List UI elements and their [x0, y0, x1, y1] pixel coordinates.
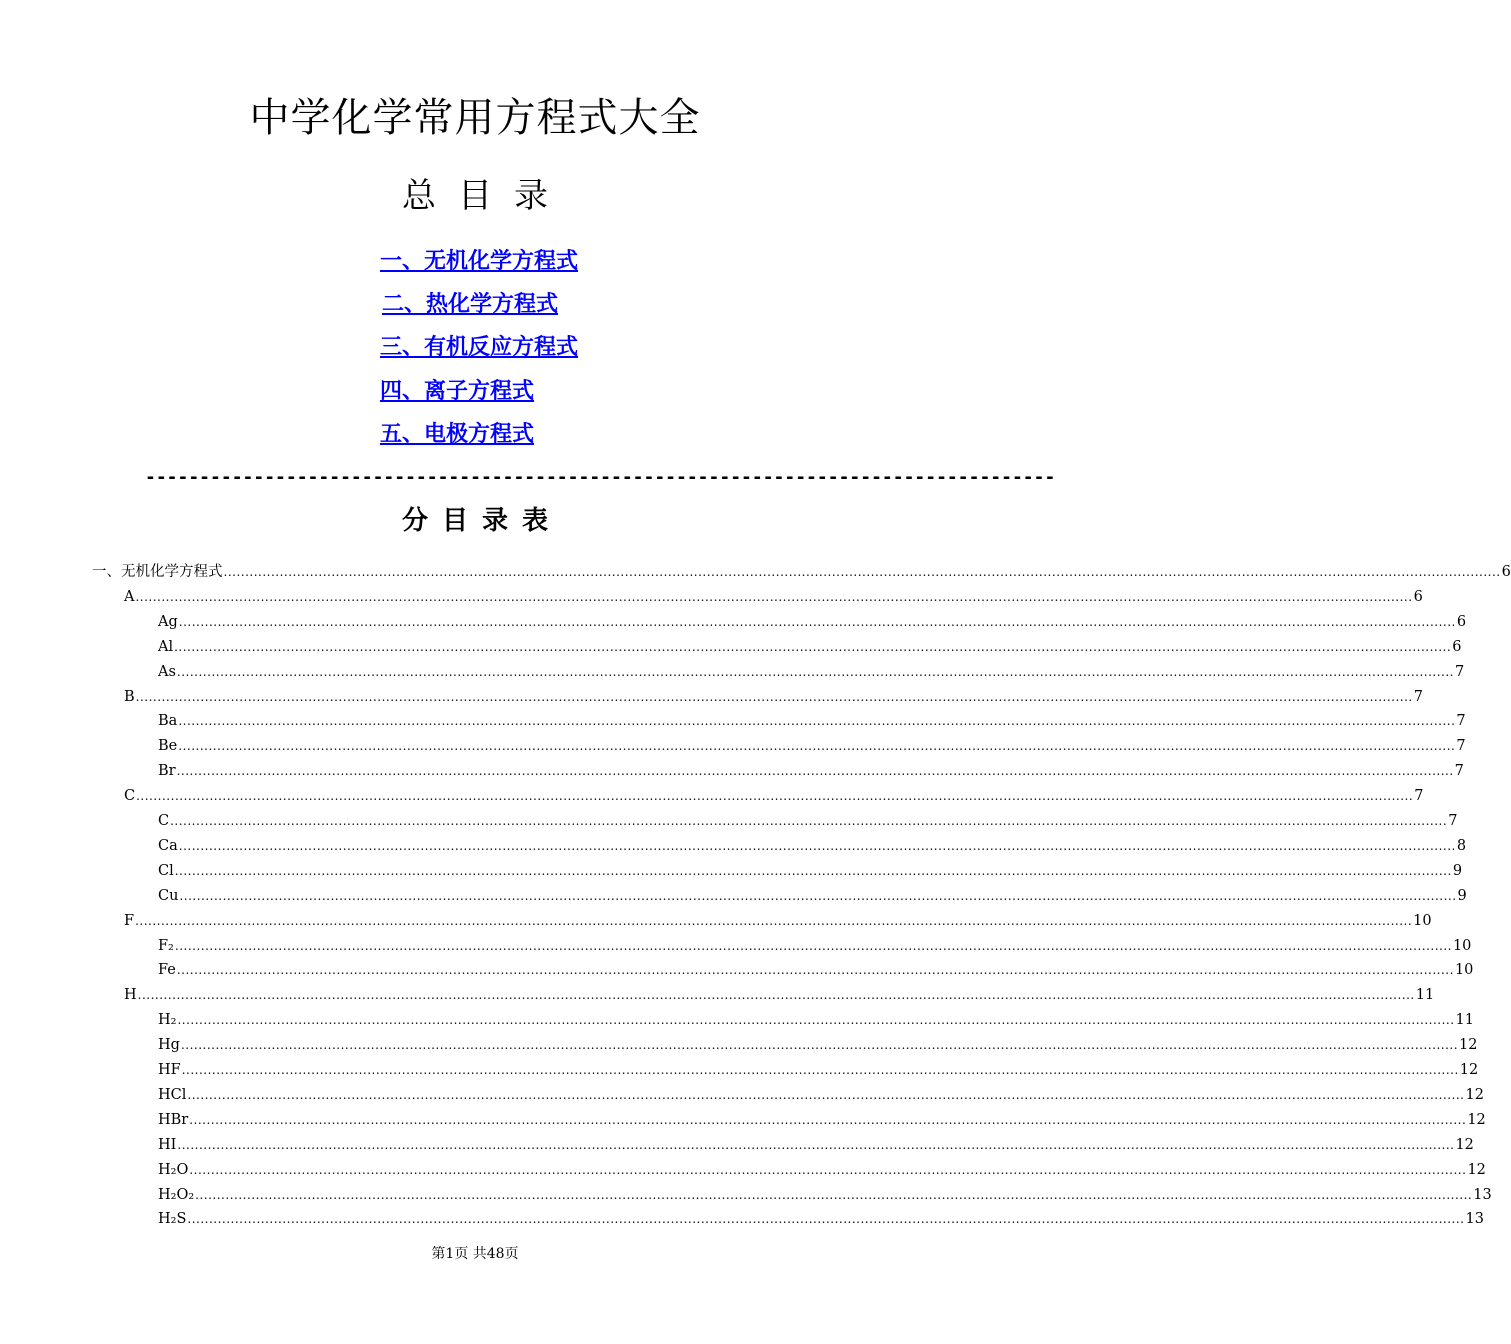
- toc-row[interactable]: [158, 1058, 1479, 1080]
- toc-row-label: H₂: [158, 1012, 177, 1028]
- toc-link-organic[interactable]: 三、有机反应方程式: [380, 334, 579, 360]
- toc-row[interactable]: [124, 585, 1423, 607]
- toc-row-page: 7: [1414, 788, 1424, 804]
- toc-row-leader: [178, 736, 1455, 756]
- toc-row-label: C: [158, 813, 170, 829]
- toc-row-page: 12: [1455, 1137, 1474, 1153]
- toc-row-page: 6: [1456, 614, 1467, 630]
- toc-row-leader: [170, 811, 1447, 831]
- toc-row-leader: [189, 1160, 1466, 1180]
- toc-row-label: Br: [158, 763, 176, 779]
- toc-row-label: Ag: [158, 614, 178, 630]
- toc-row-leader: [177, 761, 1454, 781]
- toc-row-label: Cl: [158, 863, 174, 879]
- toc-row-leader: [177, 1135, 1454, 1155]
- toc-row-label: HI: [158, 1137, 177, 1153]
- toc-row-label: F₂: [158, 938, 174, 954]
- toc-row-page: 6: [1413, 589, 1423, 605]
- toc-link-inorganic[interactable]: 一、无机化学方程式: [380, 248, 579, 274]
- toc-row-leader: [178, 711, 1455, 731]
- toc-row[interactable]: [124, 685, 1423, 707]
- toc-link-electrode[interactable]: 五、电极方程式: [380, 421, 535, 447]
- toc-row-page: 13: [1465, 1211, 1484, 1227]
- toc-row-leader: [174, 637, 1451, 657]
- toc-row[interactable]: [158, 934, 1472, 956]
- toc-row-label: Cu: [158, 888, 179, 904]
- toc-row-label: Fe: [158, 962, 176, 978]
- toc-row-label: Ba: [158, 713, 178, 729]
- toc-row[interactable]: [158, 759, 1464, 781]
- toc-row-leader: [175, 936, 1452, 956]
- toc-row-leader: [179, 886, 1456, 906]
- toc-row-page: 7: [1448, 813, 1458, 829]
- toc-row-page: 7: [1456, 738, 1466, 754]
- toc-row-leader: [136, 687, 1413, 707]
- toc-row-page: 7: [1456, 713, 1466, 729]
- toc-row-page: 11: [1415, 987, 1435, 1003]
- toc-row-label: HF: [158, 1062, 181, 1078]
- toc-row-label: HBr: [158, 1112, 189, 1128]
- sub-toc-heading: 分目录表: [401, 506, 562, 536]
- toc-row-label: 一、无机化学方程式: [92, 564, 223, 580]
- toc-row[interactable]: [124, 784, 1424, 806]
- toc-row-leader: [187, 1085, 1464, 1105]
- toc-row[interactable]: [158, 1008, 1474, 1030]
- toc-row[interactable]: [158, 610, 1467, 632]
- toc-row-leader: [182, 1060, 1459, 1080]
- toc-row-label: As: [158, 664, 176, 680]
- toc-row-page: 7: [1454, 763, 1464, 779]
- toc-row[interactable]: [158, 884, 1467, 906]
- toc-row-leader: [181, 1035, 1458, 1055]
- toc-row-page: 13: [1473, 1187, 1492, 1203]
- toc-row[interactable]: [158, 660, 1465, 682]
- toc-row[interactable]: [158, 1083, 1484, 1105]
- toc-row[interactable]: [158, 809, 1458, 831]
- toc-row-label: Hg: [158, 1037, 180, 1053]
- toc-row-page: 10: [1452, 938, 1472, 954]
- toc-row[interactable]: [158, 1158, 1486, 1180]
- main-toc-heading: 总目录: [402, 176, 570, 216]
- toc-row-page: 11: [1455, 1012, 1474, 1028]
- toc-row[interactable]: [158, 1183, 1492, 1205]
- toc-row-leader: [177, 662, 1454, 682]
- toc-row-page: 6: [1452, 639, 1462, 655]
- toc-row[interactable]: [158, 709, 1466, 731]
- toc-row-label: H₂O₂: [158, 1187, 195, 1203]
- toc-row[interactable]: [158, 1108, 1486, 1130]
- toc-row-leader: [175, 861, 1452, 881]
- toc-row-label: C: [124, 788, 136, 804]
- dashed-divider: ------------------------------------------------------------------------------------: [145, 467, 1056, 488]
- toc-row-leader: [135, 587, 1412, 607]
- page-footer: 第1页 共48页: [431, 1246, 519, 1262]
- toc-row-leader: [135, 911, 1412, 931]
- toc-row-label: Ca: [158, 838, 178, 854]
- toc-row-page: 6: [1501, 564, 1511, 580]
- toc-row[interactable]: [158, 958, 1474, 980]
- toc-row-page: 10: [1454, 962, 1474, 978]
- toc-row-page: 12: [1459, 1037, 1478, 1053]
- toc-row-page: 10: [1413, 913, 1432, 929]
- toc-row[interactable]: [158, 1207, 1484, 1229]
- toc-row-label: Be: [158, 738, 178, 754]
- toc-row[interactable]: [158, 834, 1467, 856]
- toc-row[interactable]: [124, 909, 1432, 931]
- toc-link-ionic[interactable]: 四、离子方程式: [380, 378, 535, 404]
- toc-row-leader: [189, 1110, 1466, 1130]
- toc-row-page: 9: [1452, 863, 1463, 879]
- toc-row-leader: [177, 1010, 1454, 1030]
- toc-row-label: HCl: [158, 1087, 187, 1103]
- toc-row[interactable]: [158, 1033, 1478, 1055]
- toc-row-label: F: [124, 913, 135, 929]
- toc-row-page: 12: [1459, 1062, 1479, 1078]
- toc-row-leader: [177, 960, 1454, 980]
- document-title: 中学化学常用方程式大全: [249, 95, 701, 141]
- toc-row-page: 12: [1465, 1087, 1484, 1103]
- toc-row[interactable]: [158, 1133, 1474, 1155]
- toc-row-label: H₂S: [158, 1211, 187, 1227]
- toc-row-leader: [136, 786, 1413, 806]
- toc-row-label: Al: [158, 639, 174, 655]
- toc-row-page: 12: [1467, 1112, 1486, 1128]
- toc-row-label: B: [124, 689, 135, 705]
- toc-row-label: H: [124, 987, 137, 1003]
- toc-row-label: H₂O: [158, 1162, 189, 1178]
- toc-row-leader: [187, 1209, 1464, 1229]
- toc-row[interactable]: [158, 859, 1463, 881]
- toc-row-leader: [195, 1185, 1472, 1205]
- toc-row[interactable]: [124, 983, 1435, 1005]
- toc-row-leader: [179, 836, 1456, 856]
- toc-row-page: 9: [1457, 888, 1467, 904]
- toc-row[interactable]: [158, 734, 1466, 756]
- toc-row-page: 7: [1455, 664, 1465, 680]
- toc-row-leader: [138, 985, 1415, 1005]
- toc-row-leader: [179, 612, 1456, 632]
- toc-row-page: 8: [1456, 838, 1467, 854]
- toc-row-page: 7: [1413, 689, 1423, 705]
- toc-link-thermochemical[interactable]: 二、热化学方程式: [382, 291, 559, 317]
- toc-row[interactable]: [158, 635, 1462, 657]
- toc-row-page: 12: [1467, 1162, 1486, 1178]
- toc-row-leader: [224, 562, 1501, 582]
- toc-row[interactable]: [92, 560, 1511, 582]
- toc-row-label: A: [124, 589, 135, 605]
